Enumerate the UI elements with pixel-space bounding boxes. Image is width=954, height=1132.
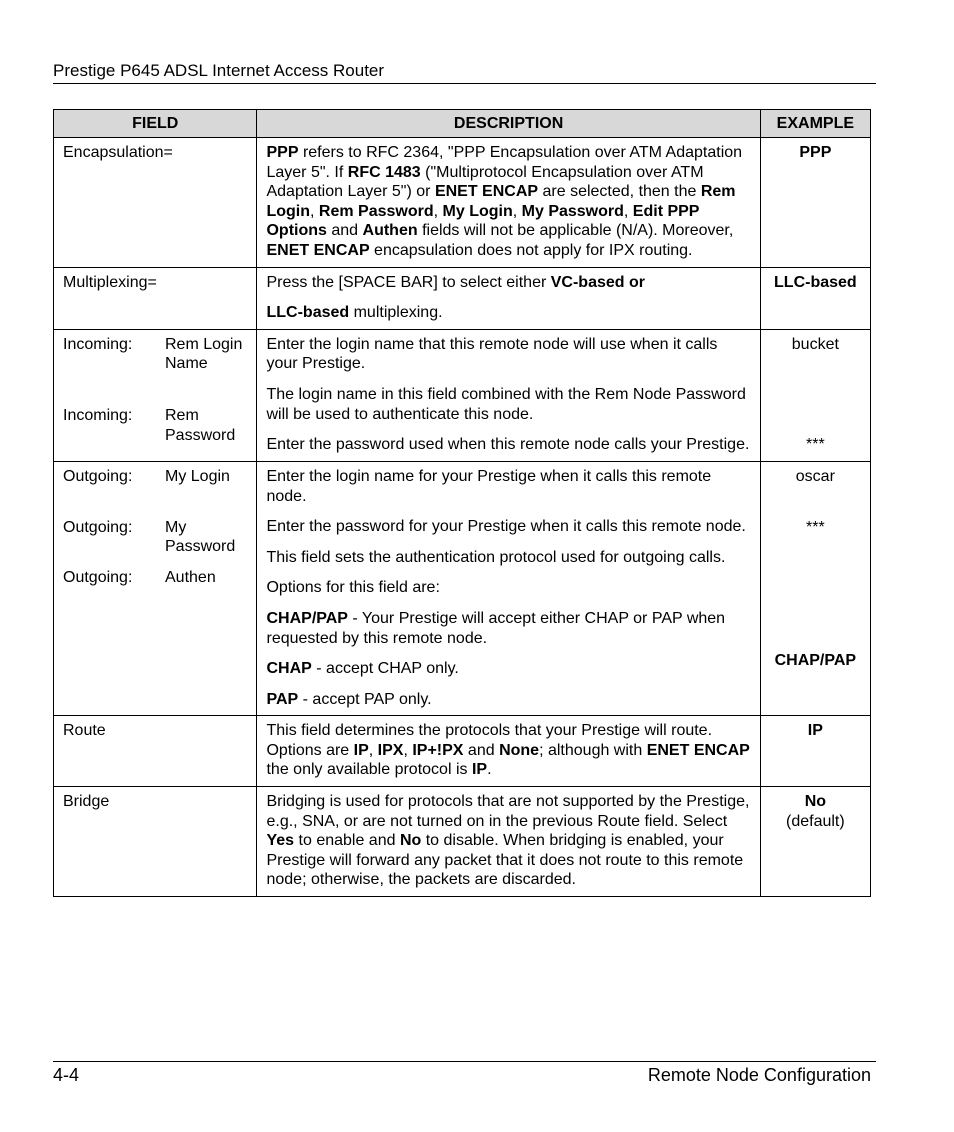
table-row	[54, 329, 871, 461]
field-description: This field determines the protocols that your Prestige will route. Options are IP, IPX, IP+!PX and None; although with ENET ENCAP the only available protocol is IP.	[266, 722, 750, 779]
table-header-row	[54, 110, 871, 138]
field-name: Encapsulation=	[63, 144, 173, 161]
table-row	[54, 716, 871, 787]
footer-divider	[53, 1061, 876, 1062]
field-description: PPP refers to RFC 2364, "PPP Encapsulation over ATM Adaptation Layer 5". If RFC 1483 ("Multiprotocol Encapsulation over ATM Adaptation Layer 5") or ENET ENCAP are selected, then the Rem Login, Rem Password, My Login, My Password, Edit PPP Options and Authen fields will not be applicable (N/A). Moreover, ENET ENCAP encapsulation does not apply for IPX routing.	[266, 144, 743, 259]
header-divider	[53, 83, 876, 84]
page-header-title: Prestige P645 ADSL Internet Access Router	[53, 61, 385, 80]
field-name: Bridge	[63, 793, 110, 811]
field-description: Enter the login name for your Prestige when it calls this remote node. Enter the password for your Prestige when it calls this remote node. This field sets the authentication protocol used for outgoing calls. Options for this field are: CHAP/PAP - Your Prestige will accept either CHAP or PAP when requested by this remote node. CHAP - accept CHAP only. PAP - accept PAP only.	[266, 467, 746, 708]
field-description: Bridging is used for protocols that are not supported by the Prestige, e.g., SNA, or are not turned on in the previous Route field. Select Yes to enable and No to disable. When bridging is enabled, your Prestige will forward any packet that it does not route to this remote node; otherwise, the packets are discarded.	[266, 793, 750, 889]
table-row	[54, 267, 871, 329]
field-name: Multiplexing=	[63, 273, 157, 291]
field-description: Press the [SPACE BAR] to select either VC-based or LLC-based multiplexing.	[266, 273, 645, 322]
page-number: 4-4	[53, 1065, 80, 1085]
field-name: Incoming: Rem Login Name Incoming: Rem Password	[63, 335, 243, 444]
field-name: Route	[63, 722, 106, 740]
field-example: PPP	[799, 144, 832, 161]
column-header-field: FIELD	[54, 110, 257, 138]
field-description: Enter the login name that this remote node will use when it calls your Prestige. The login name in this field combined with the Rem Node Password will be used to authenticate this node. Enter the password used when this remote node calls your Prestige.	[266, 335, 750, 454]
table-row	[54, 787, 871, 897]
column-header-description: DESCRIPTION	[257, 110, 760, 138]
field-example: bucket ***	[791, 335, 839, 454]
field-description-table	[53, 109, 871, 897]
field-example: IP	[807, 722, 823, 740]
field-example: No (default)	[786, 793, 845, 830]
field-example: oscar *** CHAP/PAP	[774, 467, 857, 670]
table-row	[54, 461, 871, 715]
column-header-example: EXAMPLE	[760, 110, 870, 138]
chapter-title: Remote Node Configuration	[647, 1065, 871, 1085]
table-row	[54, 138, 871, 268]
field-example: LLC-based	[774, 273, 857, 291]
field-name: Outgoing: My Login Outgoing: My Password Outgoing: Authen	[63, 467, 236, 586]
